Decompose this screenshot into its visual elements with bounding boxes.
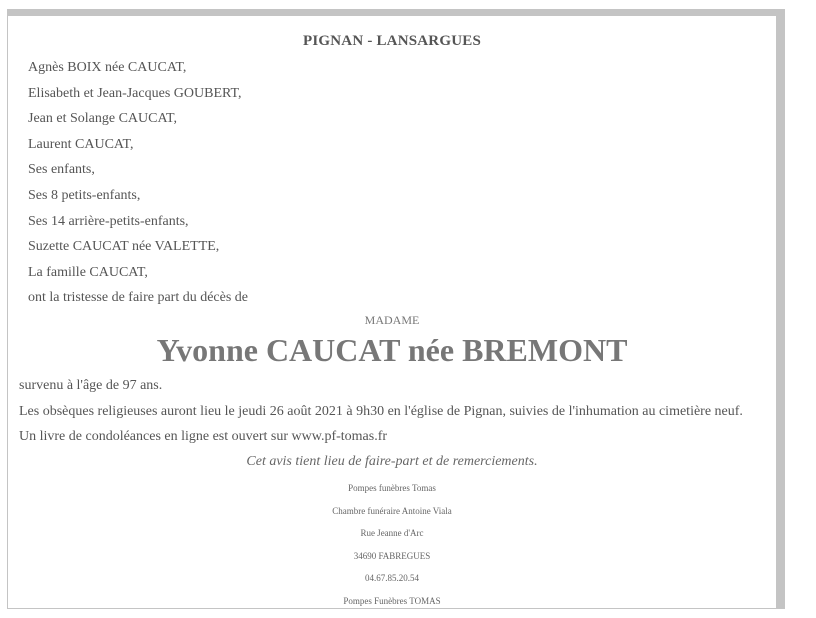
condolence-line: Un livre de condoléances en ligne est ouvert sur www.pf-tomas.fr bbox=[19, 429, 388, 444]
honorific: MADAME bbox=[364, 313, 420, 327]
family-line: Elisabeth et Jean-Jacques GOUBERT, bbox=[28, 85, 242, 101]
footer-line: Pompes Funèbres TOMAS bbox=[343, 595, 441, 606]
family-line: Agnès BOIX née CAUCAT, bbox=[28, 60, 187, 75]
footer-line: 04.67.85.20.54 bbox=[365, 573, 419, 584]
age-line: survenu à l'âge de 97 ans. bbox=[19, 378, 163, 393]
footer-line: 34690 FABREGUES bbox=[353, 550, 431, 561]
family-line: ont la tristesse de faire part du décès de bbox=[28, 290, 249, 306]
footer-line: Chambre funéraire Antoine Viala bbox=[332, 505, 452, 516]
deceased-name: Yvonne CAUCAT née BREMONT bbox=[156, 332, 628, 368]
footer-line: Rue Jeanne d'Arc bbox=[360, 528, 424, 539]
family-line: Jean et Solange CAUCAT, bbox=[28, 111, 178, 127]
obituary-notice bbox=[7, 9, 785, 609]
funeral-home-footer bbox=[8, 482, 776, 618]
family-list bbox=[28, 58, 248, 314]
closing-line: Cet avis tient lieu de faire-part et de remerciements. bbox=[246, 454, 538, 469]
funeral-line: Les obsèques religieuses auront lieu le jeudi 26 août 2021 à 9h30 en l'église de Pignan, suivies de l'inhumation au cimetière neuf. bbox=[19, 404, 743, 419]
family-line: Laurent CAUCAT, bbox=[28, 136, 134, 152]
family-line: Suzette CAUCAT née VALETTE, bbox=[28, 239, 220, 255]
family-line: Ses enfants, bbox=[28, 162, 95, 178]
footer-line: Pompes funèbres Tomas bbox=[348, 483, 436, 493]
family-line: La famille CAUCAT, bbox=[28, 264, 148, 280]
notice-title: PIGNAN - LANSARGUES bbox=[303, 33, 481, 49]
family-line: Ses 14 arrière-petits-enfants, bbox=[28, 213, 189, 229]
family-line: Ses 8 petits-enfants, bbox=[28, 187, 141, 203]
